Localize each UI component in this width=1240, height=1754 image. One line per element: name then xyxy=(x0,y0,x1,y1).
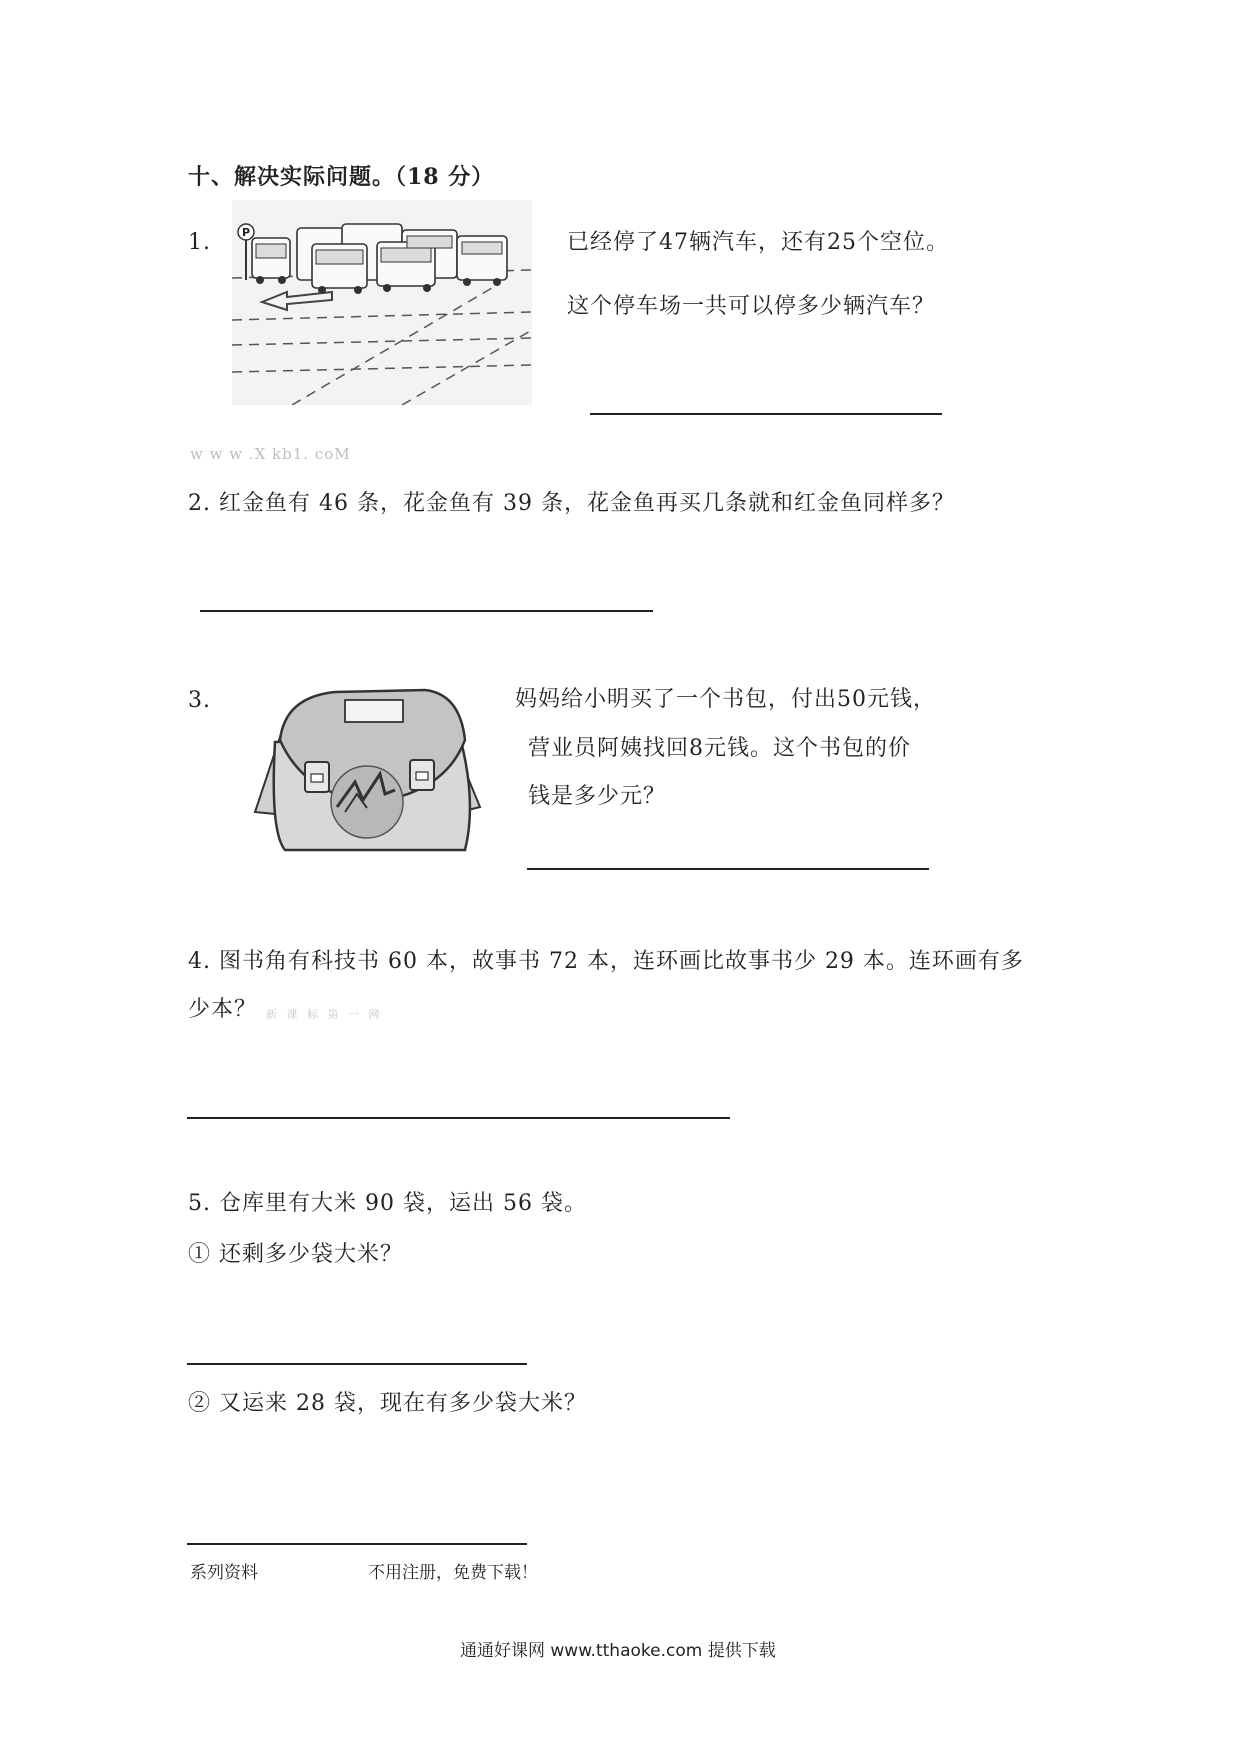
q3-answer-line xyxy=(527,868,929,870)
q1-answer-line xyxy=(590,413,942,415)
q5-text: 5. 仓库里有大米 90 袋，运出 56 袋。 xyxy=(188,1191,587,1216)
parking-lot-image xyxy=(232,200,532,405)
watermark-xkb1: w w w .X kb1. coM xyxy=(190,445,351,463)
q5-sub2-answer-line xyxy=(187,1543,527,1545)
parking-lot-illustration xyxy=(232,200,532,405)
parking-sign-letter: P xyxy=(241,226,251,239)
q4-line2: 少本？ xyxy=(188,997,258,1022)
section-title: 十、解决实际问题。（18 分） xyxy=(188,164,495,190)
q2-text: 2. 红金鱼有 46 条，花金鱼有 39 条，花金鱼再买几条就和红金鱼同样多？ xyxy=(188,491,955,516)
q1-line2: 这个停车场一共可以停多少辆汽车？ xyxy=(567,294,936,319)
q4-answer-line xyxy=(187,1117,730,1119)
schoolbag-illustration xyxy=(245,682,490,857)
q5-sub1: ① 还剩多少袋大米？ xyxy=(188,1242,403,1267)
schoolbag-image xyxy=(245,682,490,857)
q4-line1: 4. 图书角有科技书 60 本，故事书 72 本，连环画比故事书少 29 本。连环画有多 xyxy=(188,949,1024,974)
q3-line1: 妈妈给小明买了一个书包，付出50元钱， xyxy=(515,687,936,712)
watermark-xinkebiao: 新 课 标 第 一 网 xyxy=(266,1008,383,1021)
q5-sub1-answer-line xyxy=(187,1363,527,1365)
footer-site: 通通好课网 www.tthaoke.com 提供下载 xyxy=(460,1641,776,1661)
footer-free-download: 不用注册，免费下载！ xyxy=(368,1563,538,1583)
q3-line3: 钱是多少元？ xyxy=(528,784,667,809)
footer-series: 系列资料 xyxy=(190,1563,258,1583)
q1-line1: 已经停了47辆汽车，还有25个空位。 xyxy=(567,230,949,255)
q1-number: 1. xyxy=(188,230,211,255)
q2-answer-line xyxy=(200,610,653,612)
q3-number: 3. xyxy=(188,688,211,713)
q3-line2: 营业员阿姨找回8元钱。这个书包的价 xyxy=(528,736,911,761)
q5-sub2: ② 又运来 28 袋，现在有多少袋大米？ xyxy=(188,1391,587,1416)
